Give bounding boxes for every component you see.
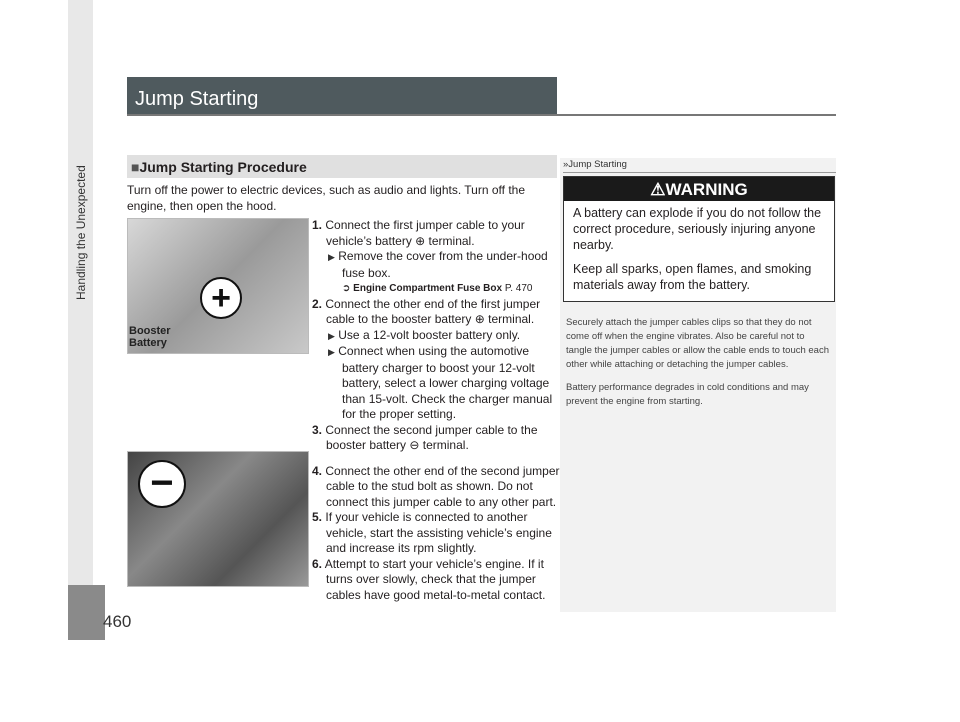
page-title: Jump Starting [127,77,557,115]
reference-label: Engine Compartment Fuse Box [353,283,503,294]
step-2 [312,297,562,328]
warning-header [564,177,834,201]
step-4 [312,464,562,511]
reference-page: P. 470 [504,283,533,294]
triangle-icon: ▶ [328,347,335,357]
step-5 [312,510,562,557]
warning-triangle-icon: ⚠ [650,180,666,199]
step-number: 6. [312,556,323,571]
step-3 [312,423,562,454]
step-text: Connect the first jumper cable to your vehicle’s battery ⊕ terminal. [325,218,525,248]
step-2-note [312,344,562,423]
sidenote-divider [563,172,836,173]
step-number: 3. [312,422,323,437]
note-paragraph: Securely attach the jumper cables clips so that they do not come off when the engine vibrates. Also be careful not to tangle the jumper cables or allow the cable ends to touch each other while attaching or detaching the jumper cables. [566,317,829,370]
chapter-label: Handling the Unexpected [74,165,88,300]
warning-title: WARNING [665,180,748,199]
minus-terminal-icon: − [138,460,186,508]
step-text: If your vehicle is connected to another vehicle, start the assisting vehicle’s engine and increase its rpm slightly. [325,510,552,555]
steps-list [312,218,562,603]
note-paragraph: Battery performance degrades in cold conditions and may prevent the engine from starting. [566,382,809,407]
step-1-note [312,249,562,281]
section-marker-icon: ■ [131,159,140,175]
warning-box [563,176,835,302]
page-number: 460 [103,612,132,631]
step-number: 4. [312,463,323,478]
warning-text: A battery can explode if you do not follow the correct procedure, seriously injuring anyone nearby. [573,206,822,252]
sidenote-notes [563,316,832,409]
intro-text: Turn off the power to electric devices, such as audio and lights. Turn off the engine, then open the hood. [127,183,526,213]
section-title: Jump Starting Procedure [139,159,307,175]
ground-stud-illustration [127,451,309,587]
step-1 [312,218,562,249]
title-divider [127,114,836,116]
triangle-icon: ▶ [328,252,335,262]
step-number: 2. [312,296,323,311]
step-number: 5. [312,510,323,524]
sidenote-content [563,158,836,418]
step-number: 1. [312,218,323,232]
booster-battery-label: Booster Battery [129,325,171,349]
section-header [127,155,557,178]
chapter-tab[interactable] [68,585,105,640]
triangle-icon: ▶ [328,330,335,341]
step-text: Attempt to start your vehicle’s engine. If it turns over slowly, check that the jumper cables have good metal-to-metal contact. [324,556,546,602]
step-text: Connect the second jumper cable to the booster battery ⊖ terminal. [325,422,538,452]
note-text: Use a 12-volt booster battery only. [338,327,521,342]
note-text: Remove the cover from the under-hood fuse box. [338,249,548,280]
sidenote-header [563,158,836,171]
step-6 [312,557,562,604]
sidenote-title: Jump Starting [568,159,627,170]
step-2-note [312,328,562,345]
warning-text: Keep all sparks, open flames, and smoking materials away from the battery. [573,262,812,292]
plus-terminal-icon: + [200,277,242,319]
step-text: Connect the other end of the second jumper cable to the stud bolt as shown. Do not connect this jumper cable to any other part. [325,463,560,509]
note-text: Connect when using the automotive battery charger to boost your 12-volt battery, select a lower charging voltage than 15-volt. Check the charger manual for the proper setting. [338,344,553,421]
double-chevron-icon: » [563,159,569,170]
cross-reference-link[interactable] [312,281,562,297]
reference-arrow-icon: ➲ [342,283,351,294]
step-text: Connect the other end of the first jumper cable to the booster battery ⊕ terminal. [325,296,541,326]
